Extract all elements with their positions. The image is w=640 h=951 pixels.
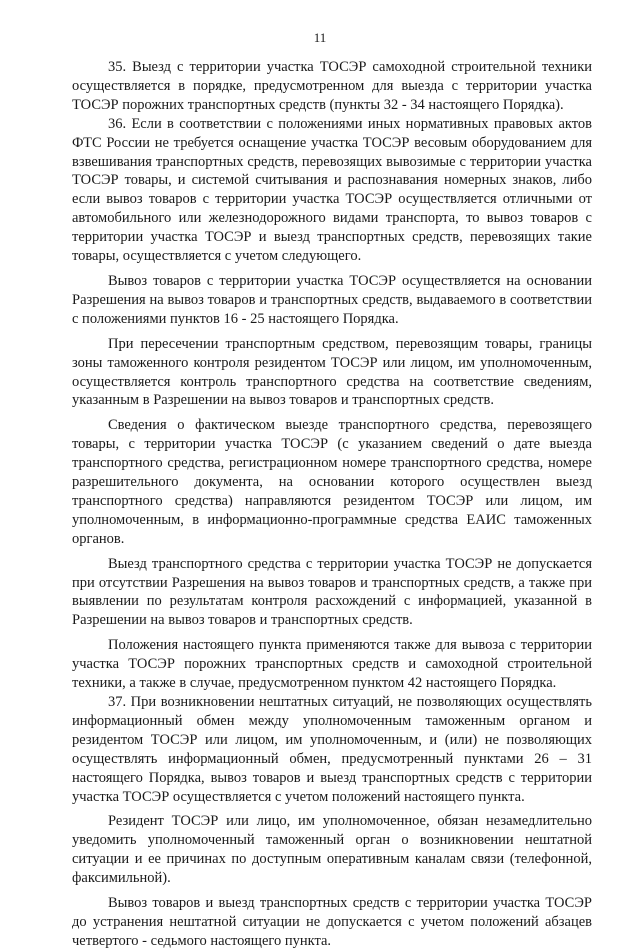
- page-number: 11: [313, 30, 327, 45]
- paragraph-35: 35. Выезд с территории участка ТОСЭР самоходной строительной техники осуществляется в порядке, предусмотренном для выезда с территории участка ТОСЭР порожних транспортных средств (пункты 32 - 34 настоящего Порядка).: [72, 59, 592, 113]
- paragraph-36: 36. Если в соответствии с положениями иных нормативных правовых актов ФТС России не требуется оснащение участка ТОСЭР весовым оборудованием для взвешивания транспортных средств, перевозящих вывозимые с территории участка ТОСЭР товары, и системой считывания и распознавания номерных знаков, либо если вывоз товаров с территории участка ТОСЭР осуществляется отличными от автомобильного или железнодорожного видами транспорта, то вывоз товаров с территории участка ТОСЭР и выезд транспортных средств, перевозящих такие товары, осуществляется с учетом следующего.: [72, 115, 592, 265]
- paragraph-36-departure-info: Сведения о фактическом выезде транспортного средства, перевозящего товары, с территории участка ТОСЭР (с указанием сведений о дате выезда транспортного средства, регистрационном номере транспортного средства, номере разрешительного документа, на основании которого осуществлен выезд транспортного средства) направляются резидентом ТОСЭР или лицом, им уполномоченным, в информационно-программные средства ЕАИС таможенных органов.: [72, 417, 592, 547]
- paragraph-36-departure-ban: Выезд транспортного средства с территории участка ТОСЭР не допускается при отсутствии Разрешения на вывоз товаров и транспортных средств, а также при выявлении по результатам контроля расхождений с информацией, указанной в Разрешении на вывоз товаров и транспортных средств.: [72, 555, 592, 629]
- paragraph-36-application: Положения настоящего пункта применяются также для вывоза с территории участка ТОСЭР порожних транспортных средств и самоходной строительной техники, а также в случае, предусмотренном пунктом 42 настоящего Порядка.: [72, 637, 592, 692]
- paragraph-37: 37. При возникновении нештатных ситуаций, не позволяющих осуществлять информационный обмен между уполномоченным таможенным органом и резидентом ТОСЭР или лицом, им уполномоченным, и (или) не позволяющих осуществлять информационный обмен, предусмотренный пунктами 26 – 31 настоящего Порядка, вывоз товаров и выезд транспортных средств с территории участка ТОСЭР осуществляется с учетом положений настоящего пункта.: [72, 694, 592, 805]
- paragraph-36-export-basis: Вывоз товаров с территории участка ТОСЭР осуществляется на основании Разрешения на вывоз товаров и транспортных средств, выдаваемого в соответствии с положениями пунктов 16 - 25 настоящего Порядка.: [72, 272, 592, 327]
- paragraph-37-restriction: Вывоз товаров и выезд транспортных средств с территории участка ТОСЭР до устранения нештатной ситуации не допускается с учетом положений абзацев четвертого - седьмого настоящего пункта.: [72, 895, 592, 949]
- document-body: [72, 58, 592, 951]
- paragraph-37-notification: Резидент ТОСЭР или лицо, им уполномоченное, обязан незамедлительно уведомить уполномоченный таможенный орган о возникновении нештатной ситуации и ее причинах по доступным оперативным каналам связи (телефонной, факсимильной).: [72, 813, 592, 887]
- paragraph-36-border-control: При пересечении транспортным средством, перевозящим товары, границы зоны таможенного контроля резидентом ТОСЭР или лицом, им уполномоченным, осуществляется контроль транспортного средства на соответствие сведениям, указанным в Разрешении на вывоз товаров и транспортных средств.: [72, 335, 592, 409]
